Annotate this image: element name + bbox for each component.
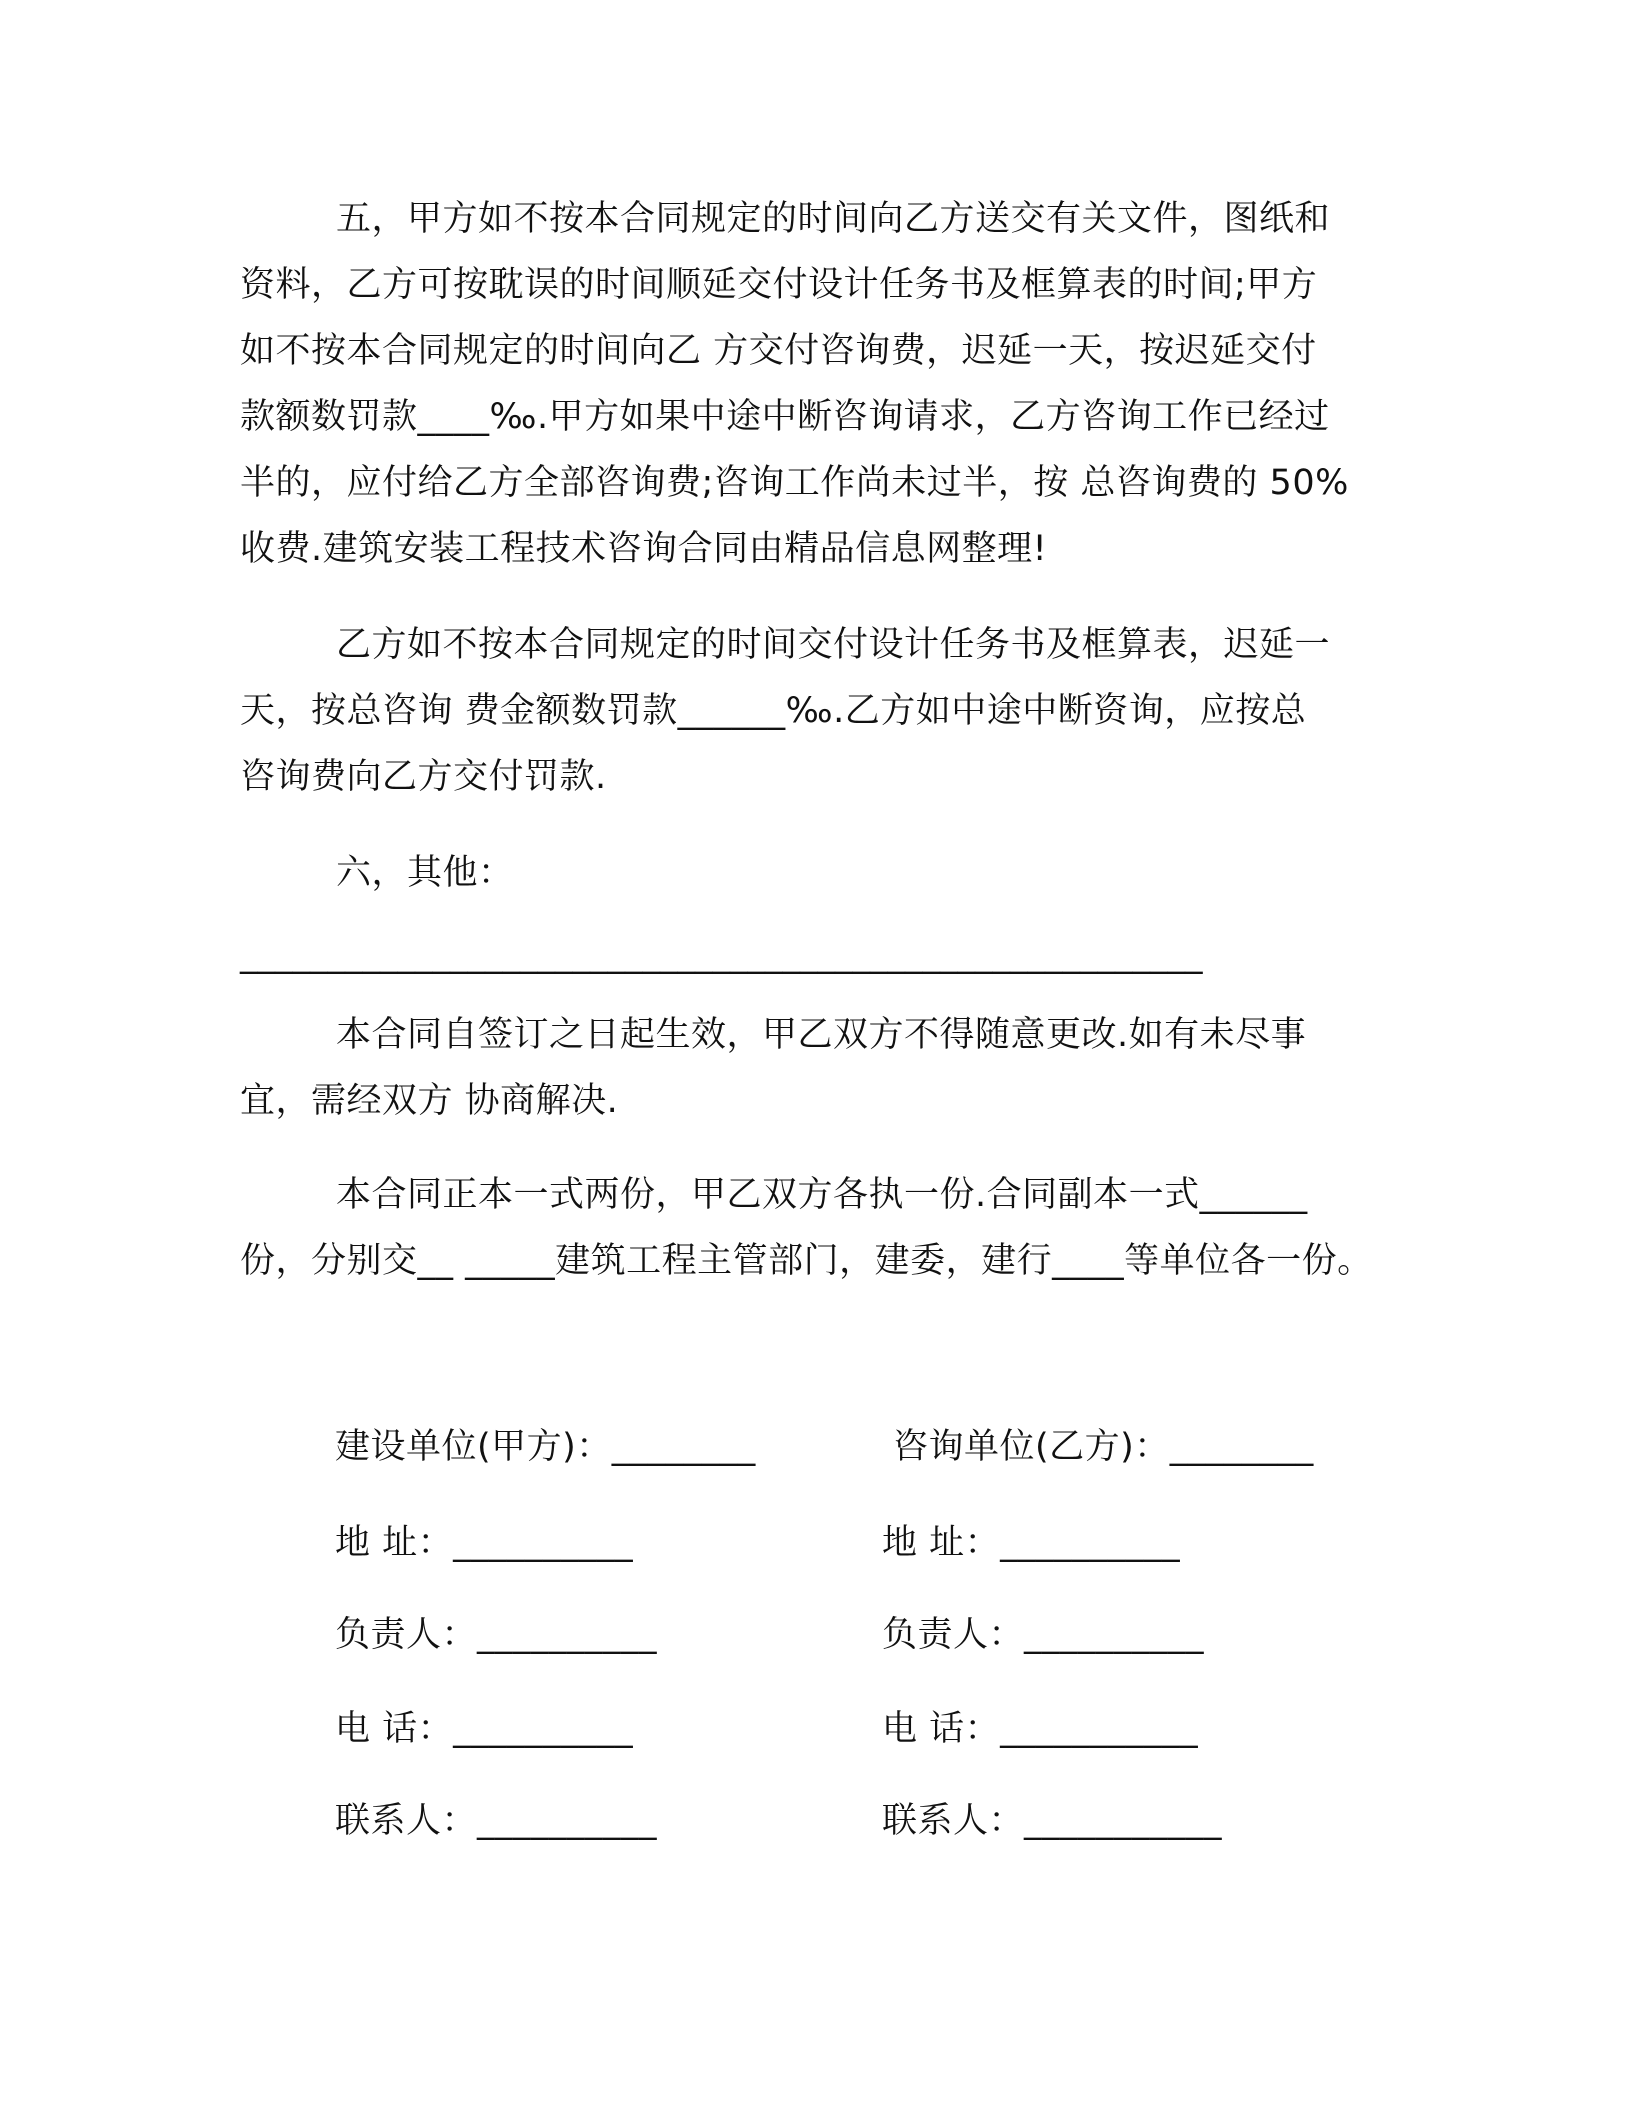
- clause-5-paragraph-2: [240, 612, 1410, 810]
- text-line: 本合同正本一式两份，甲乙双方各执一份.合同副本一式______: [336, 1175, 1308, 1215]
- text-line: 咨询费向乙方交付罚款.: [240, 757, 607, 797]
- party-b-unit: 咨询单位(乙方)：________: [893, 1427, 1314, 1467]
- party-a-unit: 建设单位(甲方)：________: [335, 1427, 756, 1467]
- text-line: 资料，乙方可按耽误的时间顺延交付设计任务书及框算表的时间;甲方: [240, 265, 1318, 305]
- heading-text: 六，其他：: [336, 853, 514, 893]
- text-line: 本合同自签订之日起生效，甲乙双方不得随意更改.如有未尽事: [336, 1015, 1307, 1055]
- party-b-contact: 联系人：___________: [882, 1801, 1223, 1841]
- clause-6-heading: [240, 840, 1410, 906]
- text-line: 收费.建筑安装工程技术咨询合同由精品信息网整理!: [240, 529, 1048, 569]
- party-b-address: 地 址：__________: [882, 1523, 1181, 1563]
- effect-paragraph: [240, 1002, 1410, 1134]
- text-line: 天，按总咨询 费金额数罚款______‰.乙方如中途中断资询，应按总: [240, 691, 1307, 731]
- clause-6-blank-line: _______________________________________________________: [240, 935, 1203, 975]
- text-line: 款额数罚款____‰.甲方如果中途中断咨询请求，乙方咨询工作已经过: [240, 397, 1330, 437]
- copies-paragraph: [240, 1162, 1410, 1294]
- party-a-address: 地 址：__________: [335, 1523, 634, 1563]
- party-b-phone: 电 话：___________: [882, 1709, 1199, 1749]
- party-a-contact: 联系人：__________: [335, 1801, 658, 1841]
- party-a-leader: 负责人：__________: [335, 1615, 658, 1655]
- clause-5-paragraph-1: [240, 186, 1410, 582]
- text-line: 半的，应付给乙方全部咨询费;咨询工作尚未过半，按 总咨询费的 50%: [240, 463, 1349, 503]
- party-b-leader: 负责人：__________: [882, 1615, 1205, 1655]
- text-line: 宜，需经双方 协商解决.: [240, 1081, 619, 1121]
- text-line: 如不按本合同规定的时间向乙 方交付咨询费，迟延一天，按迟延交付: [240, 331, 1317, 371]
- text-line: 乙方如不按本合同规定的时间交付设计任务书及框算表，迟延一: [336, 625, 1331, 665]
- party-a-phone: 电 话：__________: [335, 1709, 634, 1749]
- text-line: 五，甲方如不按本合同规定的时间向乙方送交有关文件，图纸和: [336, 199, 1331, 239]
- text-line: 份，分别交__ _____建筑工程主管部门，建委，建行____等单位各一份。: [240, 1241, 1373, 1281]
